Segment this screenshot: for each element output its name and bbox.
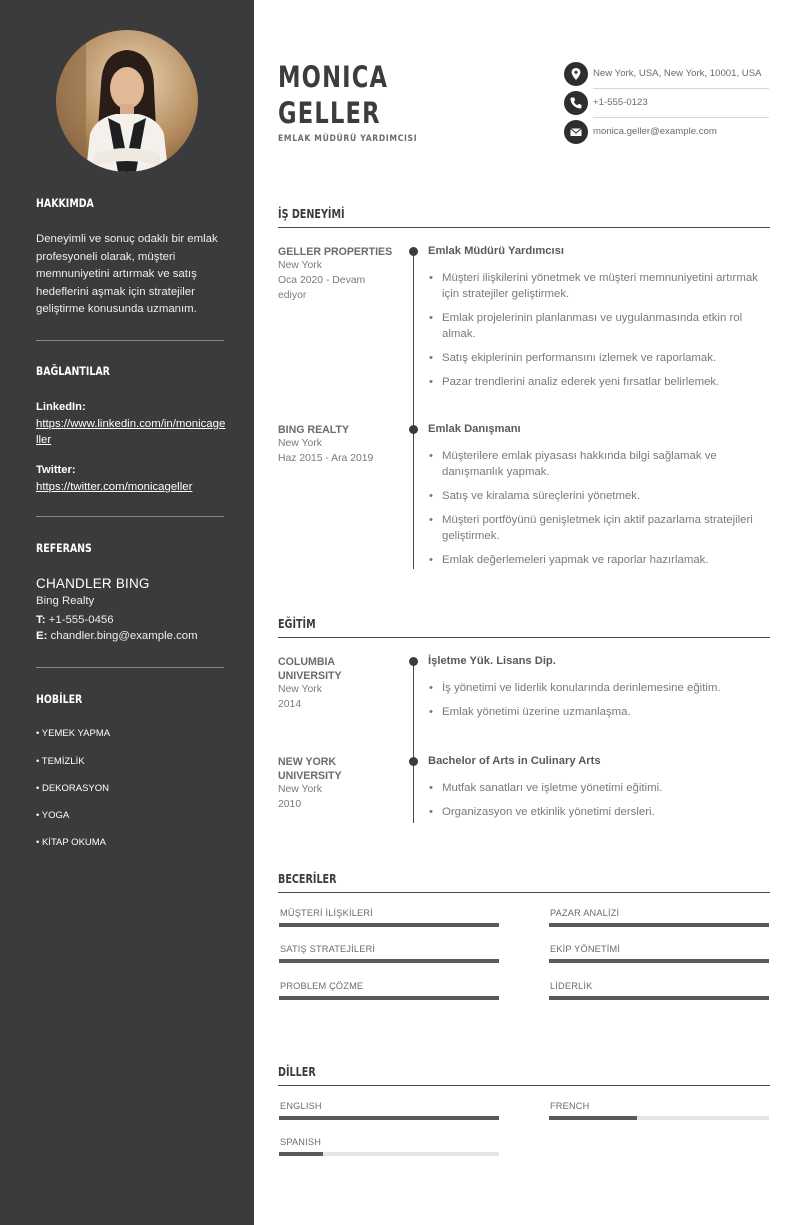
hobby-item: • KİTAP OKUMA [36, 837, 107, 848]
skill-fill [279, 996, 499, 1000]
language-fill [549, 1116, 637, 1120]
about-text: Deneyimli ve sonuç odaklı bir emlak profesyoneli olarak, müşteri memnuniyetini artırmak ve satış hedeflerini aşmak için stratejiler geliştirme konusunda uzmanım. [36, 233, 218, 315]
twitter-link[interactable]: https://twitter.com/monicageller [36, 481, 193, 493]
company-name: BING REALTY [278, 424, 350, 436]
profile-photo [56, 30, 198, 172]
skill-fill [549, 996, 769, 1000]
company-name: GELLER PROPERTIES [278, 246, 393, 258]
hobby-item: • YOGA [36, 810, 70, 821]
school-location: New York [278, 684, 322, 695]
job-dates: Haz 2015 - Ara 2019 [278, 453, 374, 464]
skill-name: PAZAR ANALİZİ [550, 908, 620, 918]
timeline-dot [409, 757, 418, 766]
company-location: New York [278, 260, 322, 271]
linkedin-label: LinkedIn: [36, 401, 86, 413]
job-bullet: • Müşteri portföyünü genişletmek için aktif pazarlama stratejileri geliştirmek. [429, 514, 753, 542]
job-role: EMLAK MÜDÜRÜ YARDIMCISI [278, 134, 418, 144]
language-track [549, 1116, 769, 1120]
school-name: COLUMBIA UNIVERSITY [278, 656, 342, 682]
job-bullet: • Emlak projelerinin planlanması ve uygulanmasında etkin rol almak. [429, 312, 743, 340]
skill-track [279, 959, 499, 963]
job-bullet: • Satış ekiplerinin performansını izlemek ve raporlamak. [429, 352, 717, 364]
job-bullet: • Emlak değerlemeleri yapmak ve raporlar hazırlamak. [429, 554, 709, 566]
degree-title: İşletme Yük. Lisans Dip. [428, 655, 556, 667]
languages-heading: DİLLER [278, 1065, 316, 1079]
timeline-dot [409, 247, 418, 256]
skill-fill [279, 959, 499, 963]
job-bullet: • Satış ve kiralama süreçlerini yönetmek. [429, 490, 641, 502]
experience-heading: İŞ DENEYİMİ [278, 207, 345, 221]
timeline-dot [409, 657, 418, 666]
school-name: NEW YORK UNIVERSITY [278, 756, 342, 782]
job-dates: Oca 2020 - Devam ediyor [278, 275, 366, 301]
reference-company: Bing Realty [36, 595, 95, 607]
language-name: SPANISH [280, 1137, 322, 1147]
job-bullet: • Müşterilere emlak piyasası hakkında bilgi sağlamak ve danışmanlık yapmak. [429, 450, 717, 478]
skill-name: LİDERLİK [550, 981, 593, 991]
job-bullet: • Müşteri ilişkilerini yönetmek ve müşteri memnuniyetini artırmak için stratejiler geliştirmek. [429, 272, 758, 300]
divider [593, 88, 769, 89]
divider [36, 516, 224, 517]
education-bullet: • Organizasyon ve etkinlik yönetimi dersleri. [429, 806, 655, 818]
location-pin-icon [564, 62, 588, 86]
language-fill [279, 1152, 323, 1156]
job-bullet: • Pazar trendlerini analiz ederek yeni fırsatlar belirlemek. [429, 376, 720, 388]
twitter-label: Twitter: [36, 464, 76, 476]
education-bullet: • Mutfak sanatları ve işletme yönetimi eğitimi. [429, 782, 663, 794]
company-location: New York [278, 438, 322, 449]
hobby-item: • DEKORASYON [36, 783, 110, 794]
hobbies-heading: HOBİLER [36, 692, 83, 706]
section-rule [278, 227, 770, 228]
skill-name: MÜŞTERİ İLİŞKİLERİ [280, 908, 373, 918]
contact-address [564, 62, 769, 90]
divider [36, 340, 224, 341]
section-rule [278, 637, 770, 638]
timeline-line [413, 251, 414, 569]
school-year: 2010 [278, 799, 302, 810]
about-heading: HAKKIMDA [36, 196, 94, 210]
job-title: Emlak Danışmanı [428, 423, 521, 435]
school-year: 2014 [278, 699, 302, 710]
sidebar [0, 0, 254, 1225]
skill-name: EKİP YÖNETİMİ [550, 944, 621, 954]
section-rule [278, 1085, 770, 1086]
phone-icon [564, 91, 588, 115]
skill-track [279, 923, 499, 927]
skill-track [549, 923, 769, 927]
phone-text: +1-555-0123 [593, 97, 648, 108]
email-text: monica.geller@example.com [593, 126, 717, 137]
skill-name: PROBLEM ÇÖZME [280, 981, 364, 991]
skills-heading: BECERİLER [278, 872, 337, 886]
language-fill [279, 1116, 499, 1120]
reference-heading: REFERANS [36, 541, 92, 555]
divider [593, 117, 769, 118]
timeline-line [413, 661, 414, 823]
job-title: Emlak Müdürü Yardımcısı [428, 245, 564, 257]
language-track [279, 1152, 499, 1156]
mail-icon [564, 120, 588, 144]
linkedin-link[interactable]: https://www.linkedin.com/in/monicageller [36, 418, 226, 446]
school-location: New York [278, 784, 322, 795]
address-text: New York, USA, New York, 10001, USA [593, 68, 762, 79]
hobby-item: • YEMEK YAPMA [36, 728, 111, 739]
section-rule [278, 892, 770, 893]
reference-email: E: chandler.bing@example.com [36, 630, 198, 642]
links-heading: BAĞLANTILAR [36, 364, 110, 378]
first-name: MONICA [278, 60, 389, 94]
skill-track [549, 996, 769, 1000]
skill-track [549, 959, 769, 963]
contact-phone [564, 91, 769, 119]
education-bullet: • Emlak yönetimi üzerine uzmanlaşma. [429, 706, 631, 718]
skill-name: SATIŞ STRATEJİLERİ [280, 944, 376, 954]
reference-name: CHANDLER BING [36, 576, 150, 591]
skill-fill [279, 923, 499, 927]
divider [36, 667, 224, 668]
timeline-dot [409, 425, 418, 434]
hobby-item: • TEMİZLİK [36, 756, 85, 767]
language-name: FRENCH [550, 1101, 590, 1111]
reference-phone: T: +1-555-0456 [36, 614, 114, 626]
degree-title: Bachelor of Arts in Culinary Arts [428, 755, 601, 767]
skill-fill [549, 959, 769, 963]
education-heading: EĞİTİM [278, 617, 316, 631]
contact-email [564, 120, 769, 148]
skill-track [279, 996, 499, 1000]
language-track [279, 1116, 499, 1120]
education-bullet: • İş yönetimi ve liderlik konularında derinlemesine eğitim. [429, 682, 721, 694]
skill-fill [549, 923, 769, 927]
last-name: GELLER [278, 96, 381, 130]
language-name: ENGLISH [280, 1101, 322, 1111]
